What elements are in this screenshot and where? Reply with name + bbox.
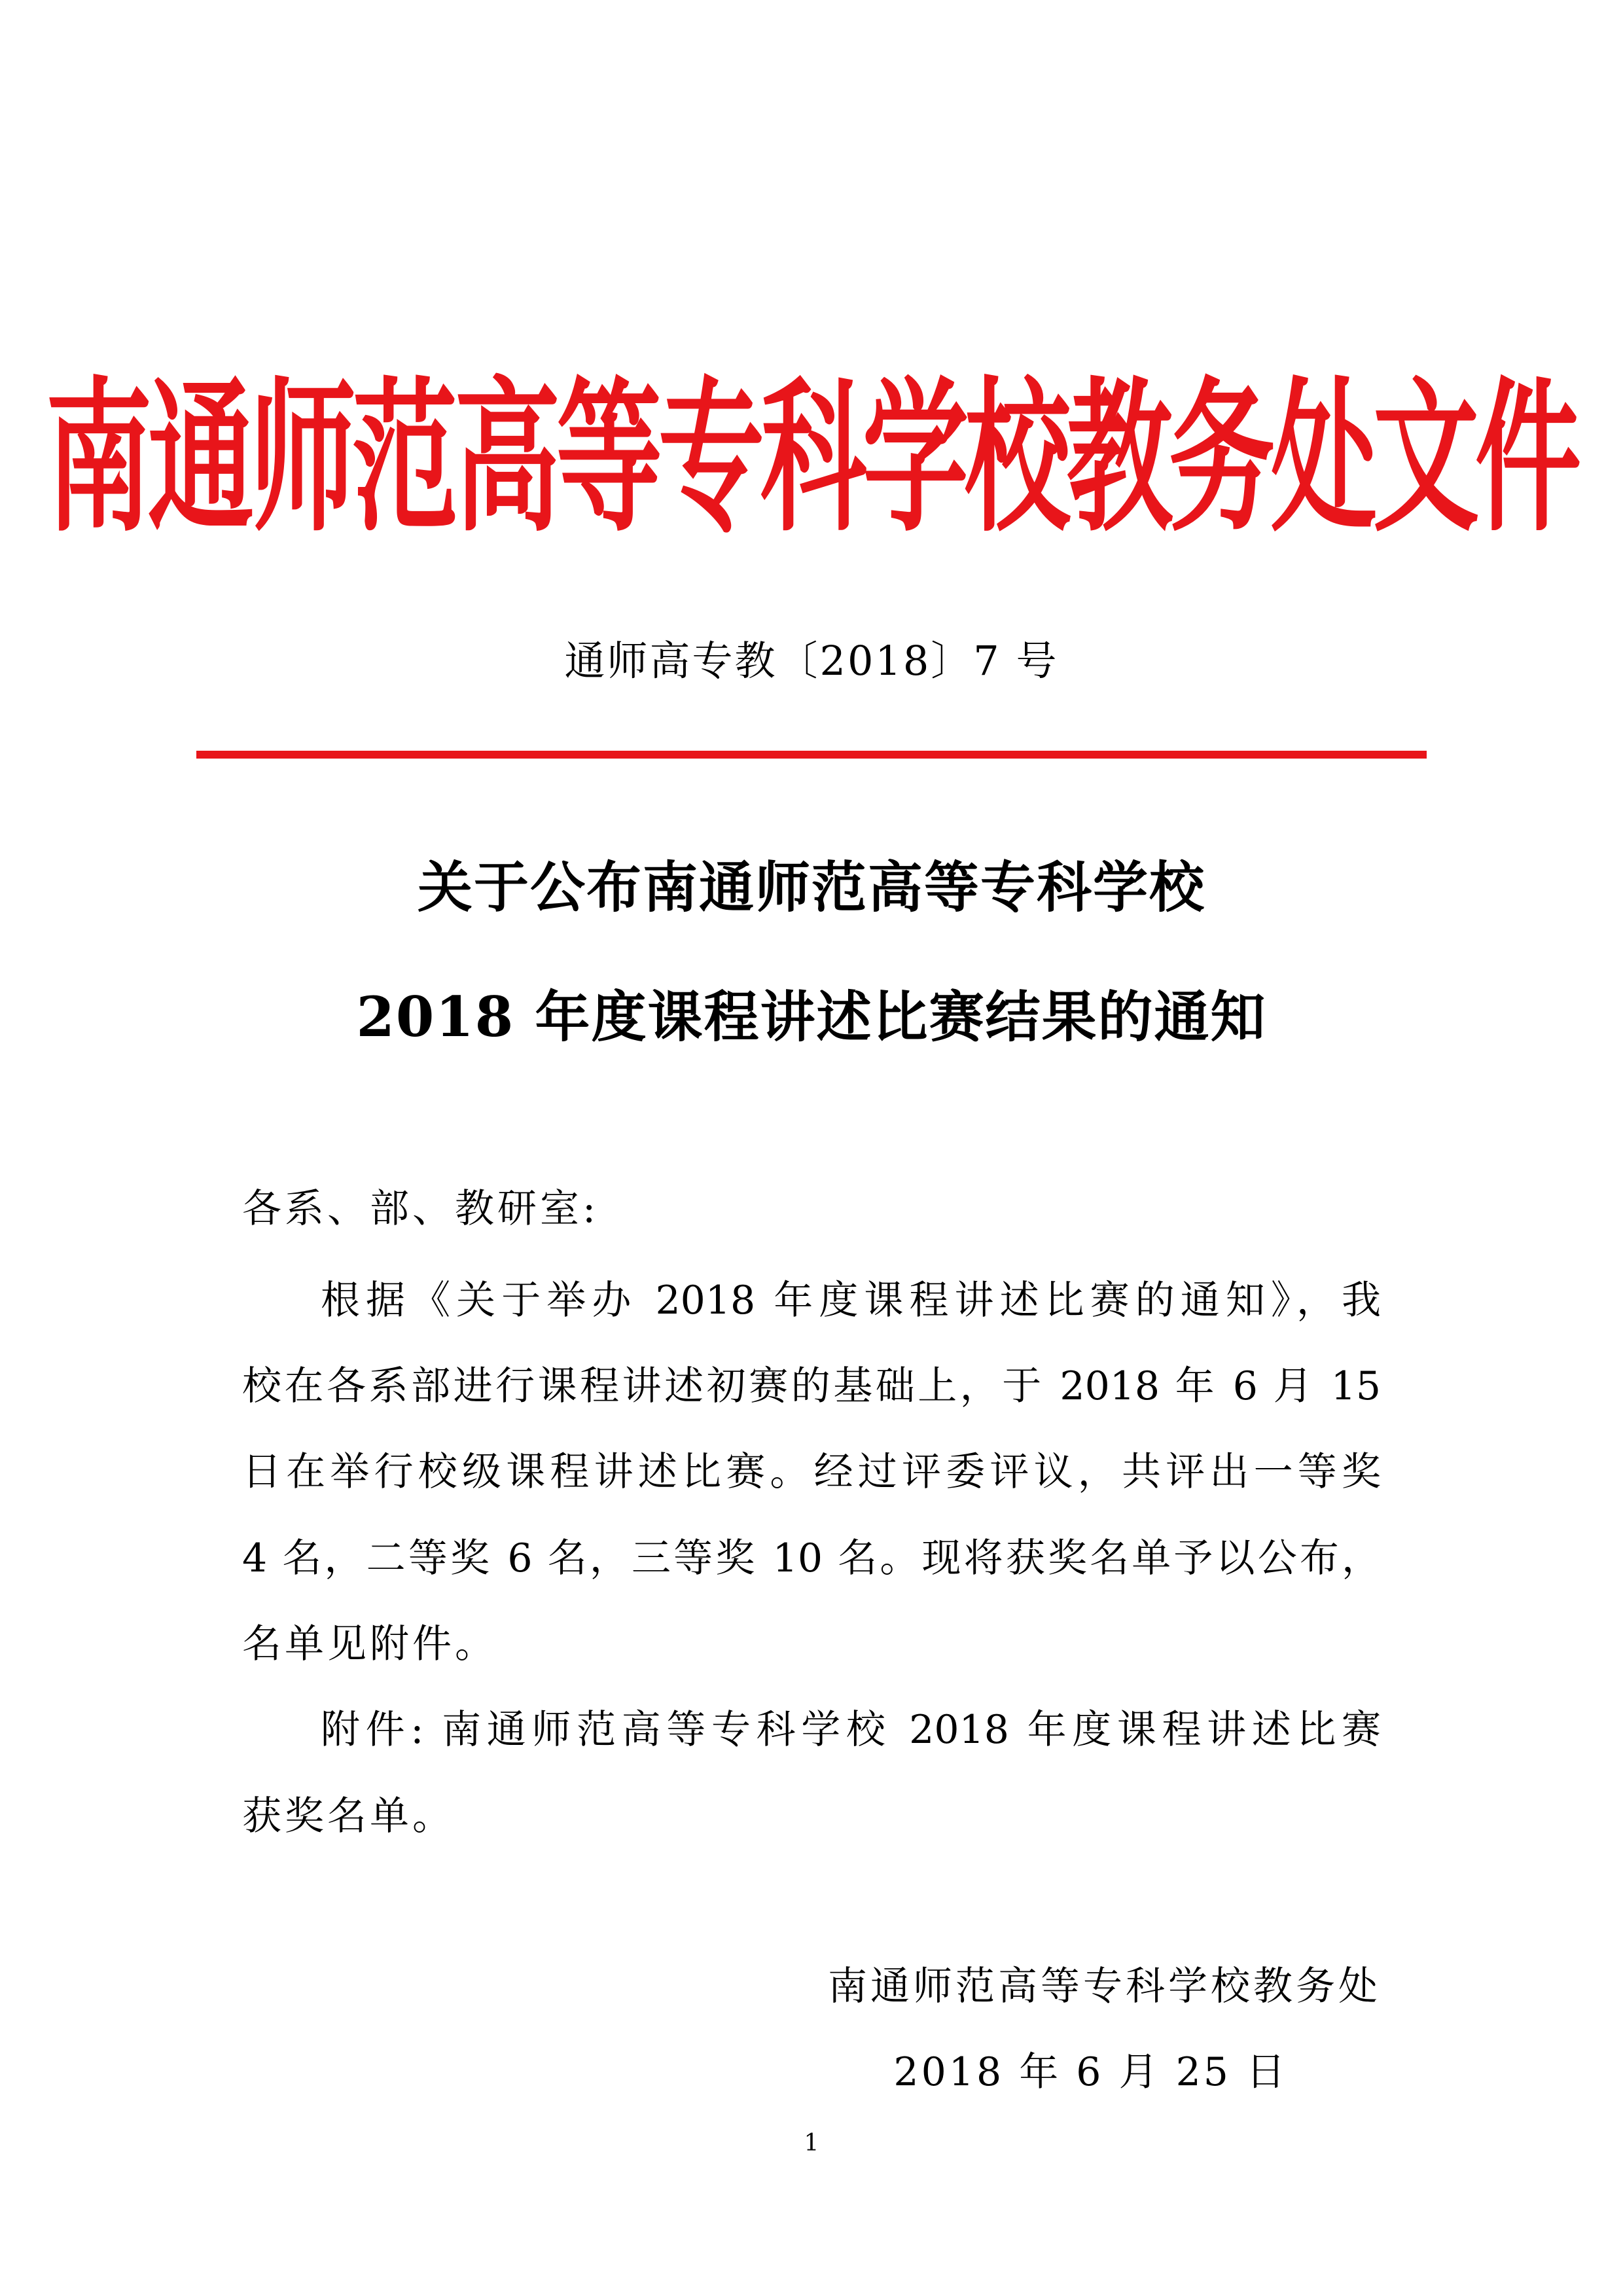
masthead	[46, 353, 1577, 563]
attachment-line-2: 获奖名单。	[242, 1793, 455, 1839]
attachment-line-1: 附件: 南通师范高等专科学校 2018 年度课程讲述比赛	[321, 1707, 1381, 1753]
masthead-title: 南通师范高等专科学校教务处文件	[46, 361, 1577, 555]
page-number: 1	[804, 2130, 819, 2157]
notice-title-line-2: 2018 年度课程讲述比赛结果的通知	[356, 984, 1267, 1049]
salutation: 各系、部、教研室:	[242, 1186, 599, 1232]
paragraph-line-4: 4 名，二等奖 6 名，三等奖 10 名。现将获奖名单予以公布，	[242, 1535, 1381, 1581]
document-number: 通师高专教〔2018〕7 号	[564, 637, 1059, 685]
paragraph-line-5: 名单见附件。	[242, 1621, 497, 1667]
issuer-signature: 南通师范高等专科学校教务处	[828, 1964, 1381, 2009]
issue-date: 2018 年 6 月 25 日	[893, 2049, 1288, 2095]
notice-title-line-1: 关于公布南通师范高等专科学校	[417, 855, 1205, 920]
paragraph-line-1: 根据《关于举办 2018 年度课程讲述比赛的通知》，我	[321, 1278, 1381, 1323]
paragraph-line-3: 日在举行校级课程讲述比赛。经过评委评议，共评出一等奖	[242, 1449, 1381, 1495]
red-divider-line	[196, 751, 1427, 759]
paragraph-line-2: 校在各系部进行课程讲述初赛的基础上，于 2018 年 6 月 15	[242, 1363, 1381, 1409]
